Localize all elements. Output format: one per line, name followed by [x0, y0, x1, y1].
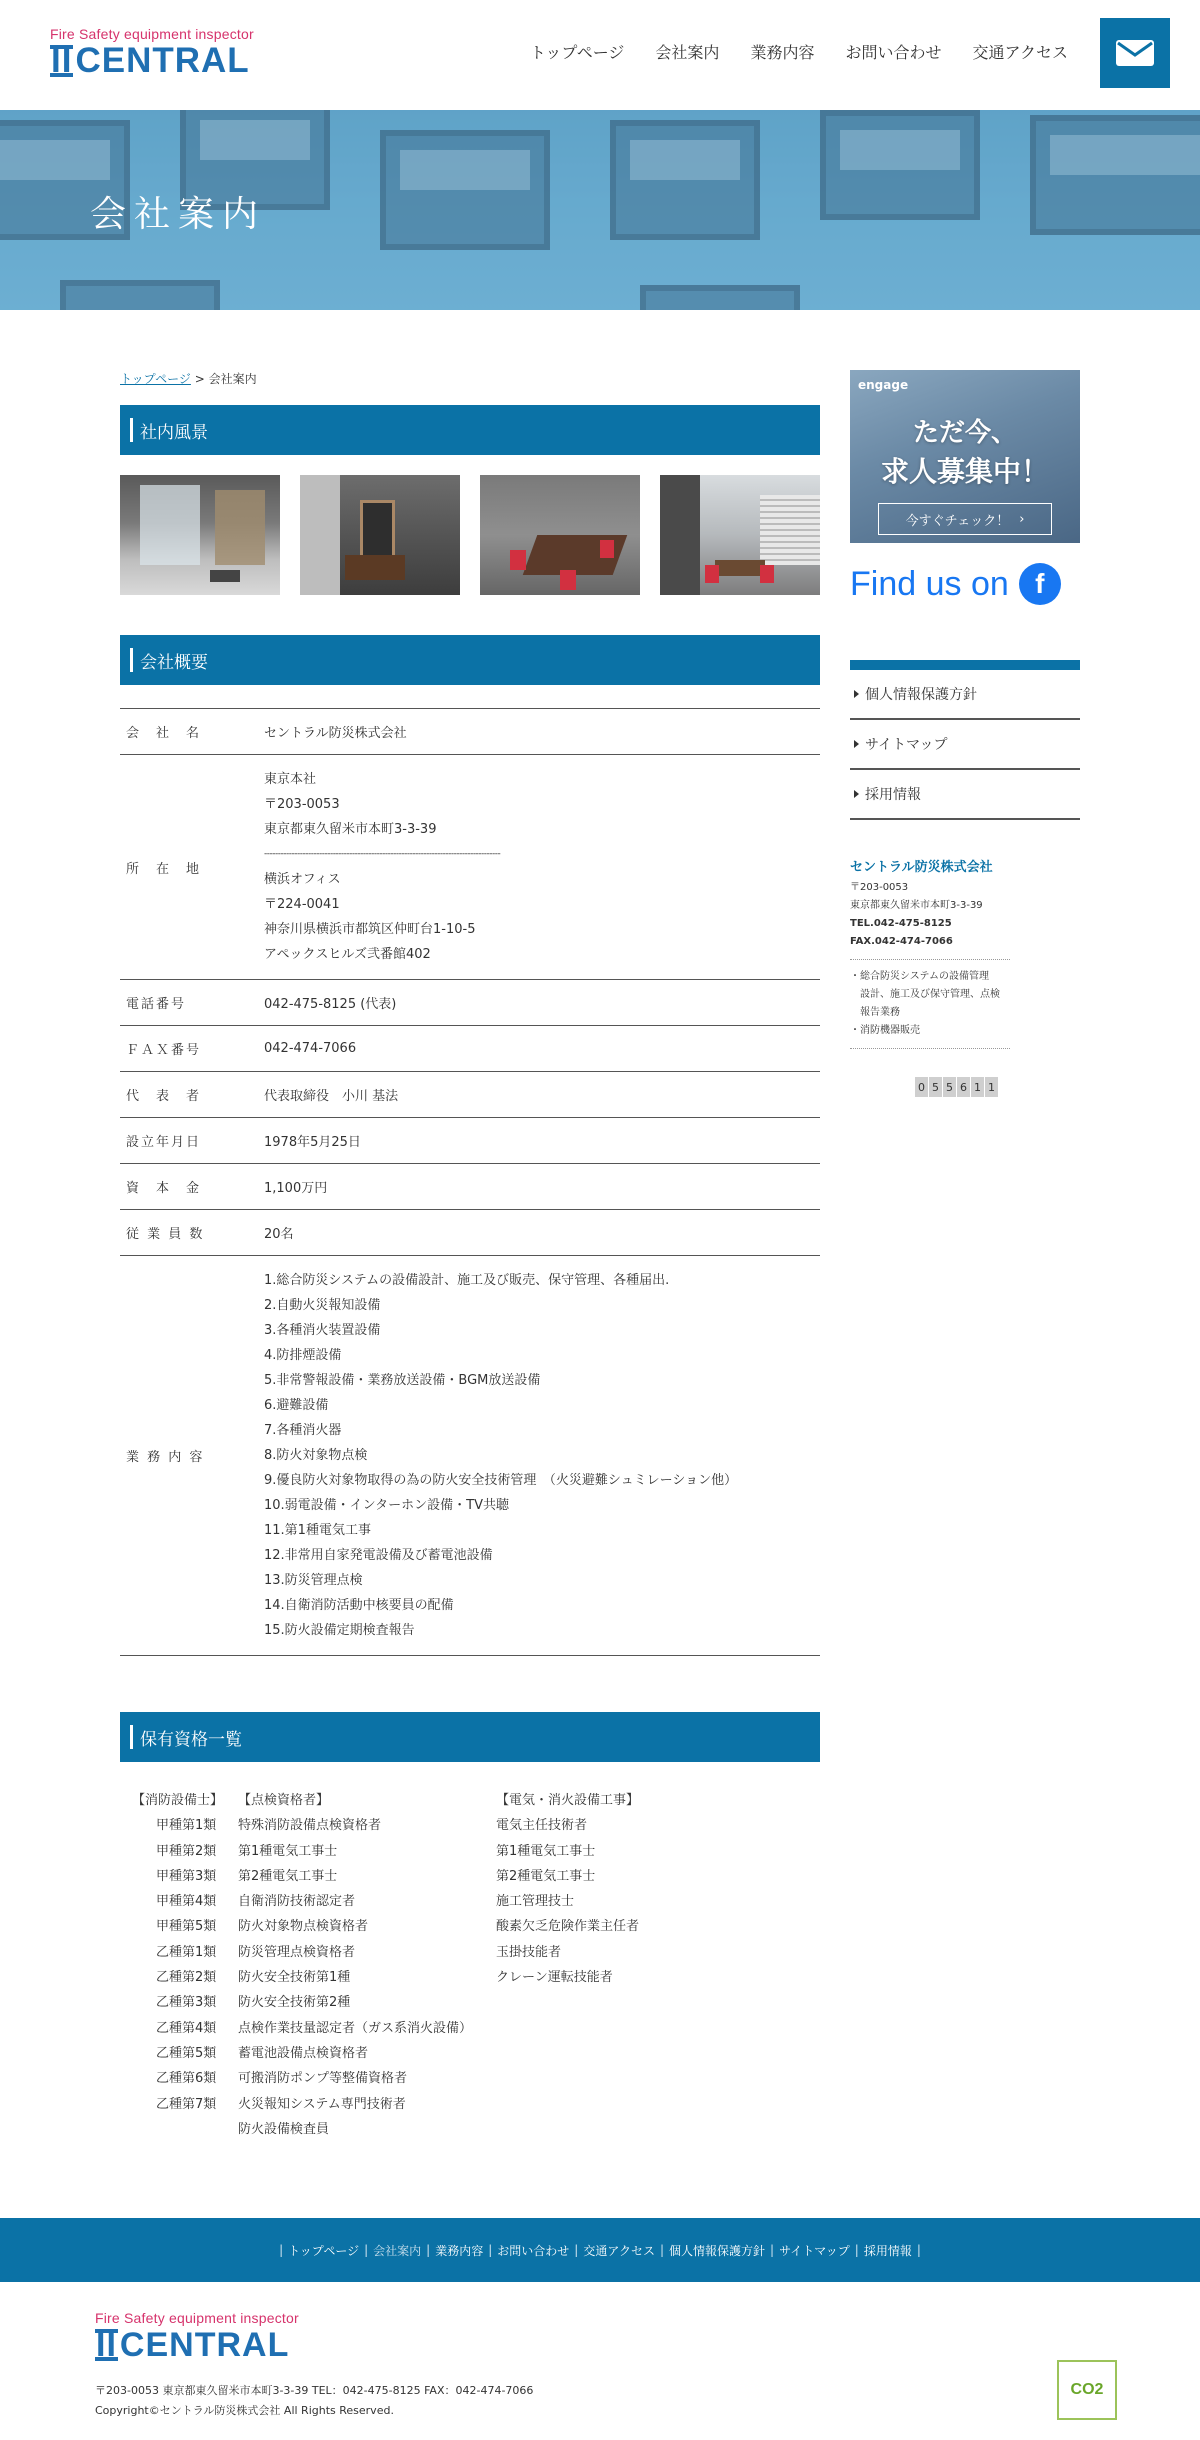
sidebar-menu	[850, 660, 1080, 820]
row-label-fax: ＦＡＸ番号	[120, 1026, 258, 1072]
list-item: 特殊消防設備点検資格者	[238, 1818, 382, 1834]
list-item: 甲種第5類	[156, 1919, 217, 1935]
nav-contact[interactable]: お問い合わせ	[845, 43, 942, 62]
row-label-address: 所 在 地	[120, 755, 258, 980]
findus-text: Find us on	[850, 564, 1009, 603]
footer-logo[interactable]	[95, 2310, 299, 2364]
list-item: 甲種第2類	[156, 1843, 217, 1859]
nav-company[interactable]: 会社案内	[655, 43, 720, 62]
list-item: 乙種第1類	[156, 1944, 217, 1960]
footer-address: 〒203-0053 東京都東久留米市本町3-3-39 TEL：042-475-8125 FAX：042-474-7066	[95, 2384, 534, 2397]
engage-cta-label: 今すぐチェック！	[905, 513, 1010, 529]
footer-copyright: Copyright©セントラル防災株式会社 All Rights Reserved.	[95, 2404, 394, 2417]
business-item: 1.総合防災システムの設備設計、施工及び販売、保守管理、各種届出.	[264, 1273, 670, 1288]
counter-digit: 6	[957, 1077, 970, 1097]
row-value-name: セントラル防災株式会社	[258, 709, 820, 755]
section-overview-label: 会社概要	[140, 652, 208, 673]
row-label-employees: 従 業 員 数	[120, 1210, 258, 1256]
nav-services[interactable]: 業務内容	[750, 43, 815, 62]
qual-col-inspection	[238, 1788, 496, 2142]
address-line: 東京都東久留米市本町3-3-39	[264, 822, 437, 837]
engage-headline-2: 求人募集中！	[880, 455, 1049, 488]
breadcrumb	[120, 370, 820, 387]
footer-link-privacy[interactable]: 個人情報保護方針	[669, 2243, 766, 2258]
service-line: ・総合防災システムの設備管理	[850, 971, 989, 982]
engage-headline-1: ただ今、	[912, 418, 1017, 448]
footer-logo-tagline: Fire Safety equipment inspector	[95, 2310, 299, 2326]
footer-link-access[interactable]: 交通アクセス	[583, 2243, 655, 2258]
list-item: 蓄電池設備点検資格者	[238, 2045, 369, 2061]
office-photo-entrance[interactable]	[120, 475, 280, 595]
company-fax: FAX.042-474-7066	[850, 936, 953, 947]
main-content	[120, 370, 820, 2142]
qual-col-electrical	[496, 1788, 756, 2142]
footer-nav: | トップページ | 会社案内 | 業務内容 | お問い合わせ | 交通アクセス | 個人情報保護方針 | サイトマップ | 採用情報 |	[0, 2218, 1200, 2282]
business-item: 13.防災管理点検	[264, 1573, 363, 1588]
row-value-fax: 042-474-7066	[258, 1026, 820, 1072]
facebook-icon: f	[1019, 563, 1061, 605]
row-label-name: 会 社 名	[120, 709, 258, 755]
list-item: 防災管理点検資格者	[238, 1944, 356, 1960]
list-item: 点検作業技量認定者（ガス系消火設備）	[238, 2020, 473, 2036]
address-line: 〒224-0041	[264, 897, 340, 912]
main-nav	[530, 40, 1068, 63]
address-line: 〒203-0053	[264, 797, 340, 812]
business-item: 15.防火設備定期検査報告	[264, 1623, 415, 1638]
row-value-employees: 20名	[258, 1210, 820, 1256]
service-line: 設計、施工及び保守管理、点検	[850, 989, 1000, 1000]
address-line: 神奈川県横浜市都筑区仲町台1-10-5	[264, 922, 476, 937]
section-photos-label: 社内風景	[140, 422, 208, 443]
counter-digit: 1	[985, 1077, 998, 1097]
business-item: 5.非常警報設備・業務放送設備・BGM放送設備	[264, 1373, 541, 1388]
row-value-representative: 代表取締役 小川 基法	[258, 1072, 820, 1118]
table-row	[120, 1118, 820, 1164]
footer-link-services[interactable]: 業務内容	[435, 2243, 484, 2258]
counter-digit: 0	[915, 1077, 928, 1097]
list-item: 乙種第3類	[156, 1995, 217, 2011]
logo-text: CENTRAL	[75, 41, 250, 80]
engage-logo: engage	[858, 378, 909, 392]
row-label-founded: 設立年月日	[120, 1118, 258, 1164]
qual-col-heading: 【点検資格者】	[238, 1793, 330, 1808]
business-item: 11.第1種電気工事	[264, 1523, 371, 1538]
visitor-counter	[915, 1077, 1080, 1097]
logo-tagline: Fire Safety equipment inspector	[50, 26, 254, 42]
office-photo-reception[interactable]	[300, 475, 460, 595]
table-row	[120, 755, 820, 980]
co2-badge-icon	[1057, 2360, 1117, 2420]
qualifications-list	[120, 1788, 820, 2142]
address-line: 横浜オフィス	[264, 872, 341, 887]
row-label-representative: 代 表 者	[120, 1072, 258, 1118]
photo-gallery	[120, 475, 820, 595]
company-postal: 〒203-0053	[850, 882, 909, 893]
table-row	[120, 1210, 820, 1256]
company-overview-table	[120, 708, 820, 1656]
chevron-right-icon: ›	[1019, 511, 1025, 527]
footer-link-sitemap[interactable]: サイトマップ	[779, 2243, 850, 2258]
logo-mark: II	[51, 41, 73, 80]
footer-logo-text: CENTRAL	[119, 2326, 290, 2364]
list-item: 乙種第2類	[156, 1970, 217, 1986]
table-row	[120, 1256, 820, 1656]
engage-recruit-banner[interactable]	[850, 370, 1080, 543]
business-item: 14.自衛消防活動中核要員の配備	[264, 1598, 454, 1613]
address-line: アペックスヒルズ弐番館402	[264, 947, 431, 962]
section-photos-title	[120, 405, 820, 455]
list-item: 防火安全技術第1種	[238, 1970, 351, 1986]
sidebar-item-privacy[interactable]: 個人情報保護方針	[850, 670, 1080, 720]
row-value-capital: 1,100万円	[258, 1164, 820, 1210]
list-item: 防火安全技術第2種	[238, 1995, 351, 2011]
service-line: ・消防機器販売	[850, 1025, 920, 1036]
list-item: 施工管理技士	[496, 1894, 575, 1910]
sidebar-company-info	[850, 856, 1010, 1049]
list-item: 第2種電気工事士	[496, 1868, 596, 1884]
section-overview-title	[120, 635, 820, 685]
business-item: 8.防火対象物点検	[264, 1448, 368, 1463]
row-value-business	[258, 1256, 820, 1656]
logo-wordmark	[50, 42, 254, 80]
list-item: 乙種第7類	[156, 2096, 217, 2112]
nav-access[interactable]: 交通アクセス	[972, 43, 1068, 62]
business-item: 12.非常用自家発電設備及び蓄電池設備	[264, 1548, 493, 1563]
list-item: 電気主任技術者	[496, 1818, 588, 1834]
business-item: 7.各種消火器	[264, 1423, 342, 1438]
list-item: 第2種電気工事士	[238, 1868, 338, 1884]
page-title: 会社案内	[90, 194, 267, 235]
business-item: 6.避難設備	[264, 1398, 329, 1413]
row-value-tel: 042-475-8125 (代表)	[258, 980, 820, 1026]
counter-digit: 5	[929, 1077, 942, 1097]
list-item: 防火対象物点検資格者	[238, 1919, 369, 1935]
hero-banner	[0, 110, 1200, 310]
section-qualifications-title	[120, 1712, 820, 1762]
list-item: 第1種電気工事士	[238, 1843, 338, 1859]
nav-top[interactable]: トップページ	[529, 43, 625, 62]
footer-link-recruit[interactable]: 採用情報	[863, 2243, 912, 2258]
table-row	[120, 709, 820, 755]
list-item: 甲種第1類	[156, 1818, 217, 1834]
mail-button[interactable]	[1100, 18, 1170, 88]
sidebar-item-sitemap[interactable]: サイトマップ	[850, 720, 1080, 770]
counter-digit: 5	[943, 1077, 956, 1097]
business-item: 2.自動火災報知設備	[264, 1298, 381, 1313]
sidebar	[850, 370, 1080, 1097]
row-value-founded: 1978年5月25日	[258, 1118, 820, 1164]
business-item: 3.各種消火装置設備	[264, 1323, 381, 1338]
engage-cta-button[interactable]	[878, 503, 1052, 535]
qual-col-heading: 【消防設備士】	[132, 1793, 224, 1808]
table-row	[120, 1164, 820, 1210]
office-photo-window-room[interactable]	[660, 475, 820, 595]
list-item: 甲種第3類	[156, 1868, 217, 1884]
list-item: 第1種電気工事士	[496, 1843, 596, 1859]
co2-badge-text: CO2	[1070, 2381, 1104, 2398]
list-item: 甲種第4類	[156, 1894, 217, 1910]
table-row	[120, 980, 820, 1026]
table-row	[120, 1026, 820, 1072]
breadcrumb-home[interactable]: トップページ	[120, 372, 191, 386]
mail-icon	[1115, 39, 1155, 67]
company-name: セントラル防災株式会社	[850, 860, 993, 875]
business-item: 4.防排煙設備	[264, 1348, 342, 1363]
row-label-capital: 資 本 金	[120, 1164, 258, 1210]
list-item: 酸素欠乏危険作業主任者	[496, 1919, 640, 1935]
list-item: 火災報知システム専門技術者	[238, 2096, 406, 2112]
section-qualifications-label: 保有資格一覧	[140, 1729, 242, 1750]
business-item: 9.優良防火対象物取得の為の防火安全技術管理 （火災避難シュミレーション他）	[264, 1473, 738, 1488]
address-line: 東京本社	[264, 772, 317, 787]
footer-link-contact[interactable]: お問い合わせ	[497, 2243, 570, 2258]
company-tel: TEL.042-475-8125	[850, 918, 952, 929]
qual-col-fire-equipment	[120, 1788, 238, 2142]
breadcrumb-current: 会社案内	[208, 372, 257, 386]
list-item: 乙種第5類	[156, 2045, 217, 2061]
breadcrumb-separator: >	[190, 372, 209, 386]
facebook-link[interactable]	[850, 563, 1080, 605]
counter-digit: 1	[971, 1077, 984, 1097]
address-divider: --------------------------------------------------------------------------------------	[264, 849, 501, 859]
row-label-tel: 電話番号	[120, 980, 258, 1026]
site-logo[interactable]	[50, 26, 254, 80]
list-item: 可搬消防ポンプ等整備資格者	[238, 2071, 408, 2087]
footer-logo-wordmark	[95, 2326, 299, 2364]
list-item: 自衛消防技術認定者	[238, 1894, 356, 1910]
row-value-address	[258, 755, 820, 980]
list-item: クレーン運転技能者	[496, 1970, 613, 1986]
site-header	[0, 0, 1200, 110]
sidebar-item-recruit[interactable]: 採用情報	[850, 770, 1080, 820]
company-address: 東京都東久留米市本町3-3-39	[850, 900, 983, 911]
row-label-business: 業 務 内 容	[120, 1256, 258, 1656]
office-photo-meeting-room[interactable]	[480, 475, 640, 595]
list-item: 玉掛技能者	[496, 1944, 562, 1960]
footer-link-company[interactable]: 会社案内	[373, 2243, 422, 2258]
footer-link-top[interactable]: トップページ	[288, 2243, 360, 2258]
footer-logo-mark: II	[96, 2326, 117, 2364]
business-item: 10.弱電設備・インターホン設備・TV共聴	[264, 1498, 509, 1513]
list-item: 乙種第6類	[156, 2071, 217, 2087]
service-line: 報告業務	[850, 1007, 900, 1018]
list-item: 防火設備検査員	[238, 2121, 330, 2137]
list-item: 乙種第4類	[156, 2020, 217, 2036]
table-row	[120, 1072, 820, 1118]
qual-col-heading: 【電気・消火設備工事】	[496, 1793, 640, 1808]
